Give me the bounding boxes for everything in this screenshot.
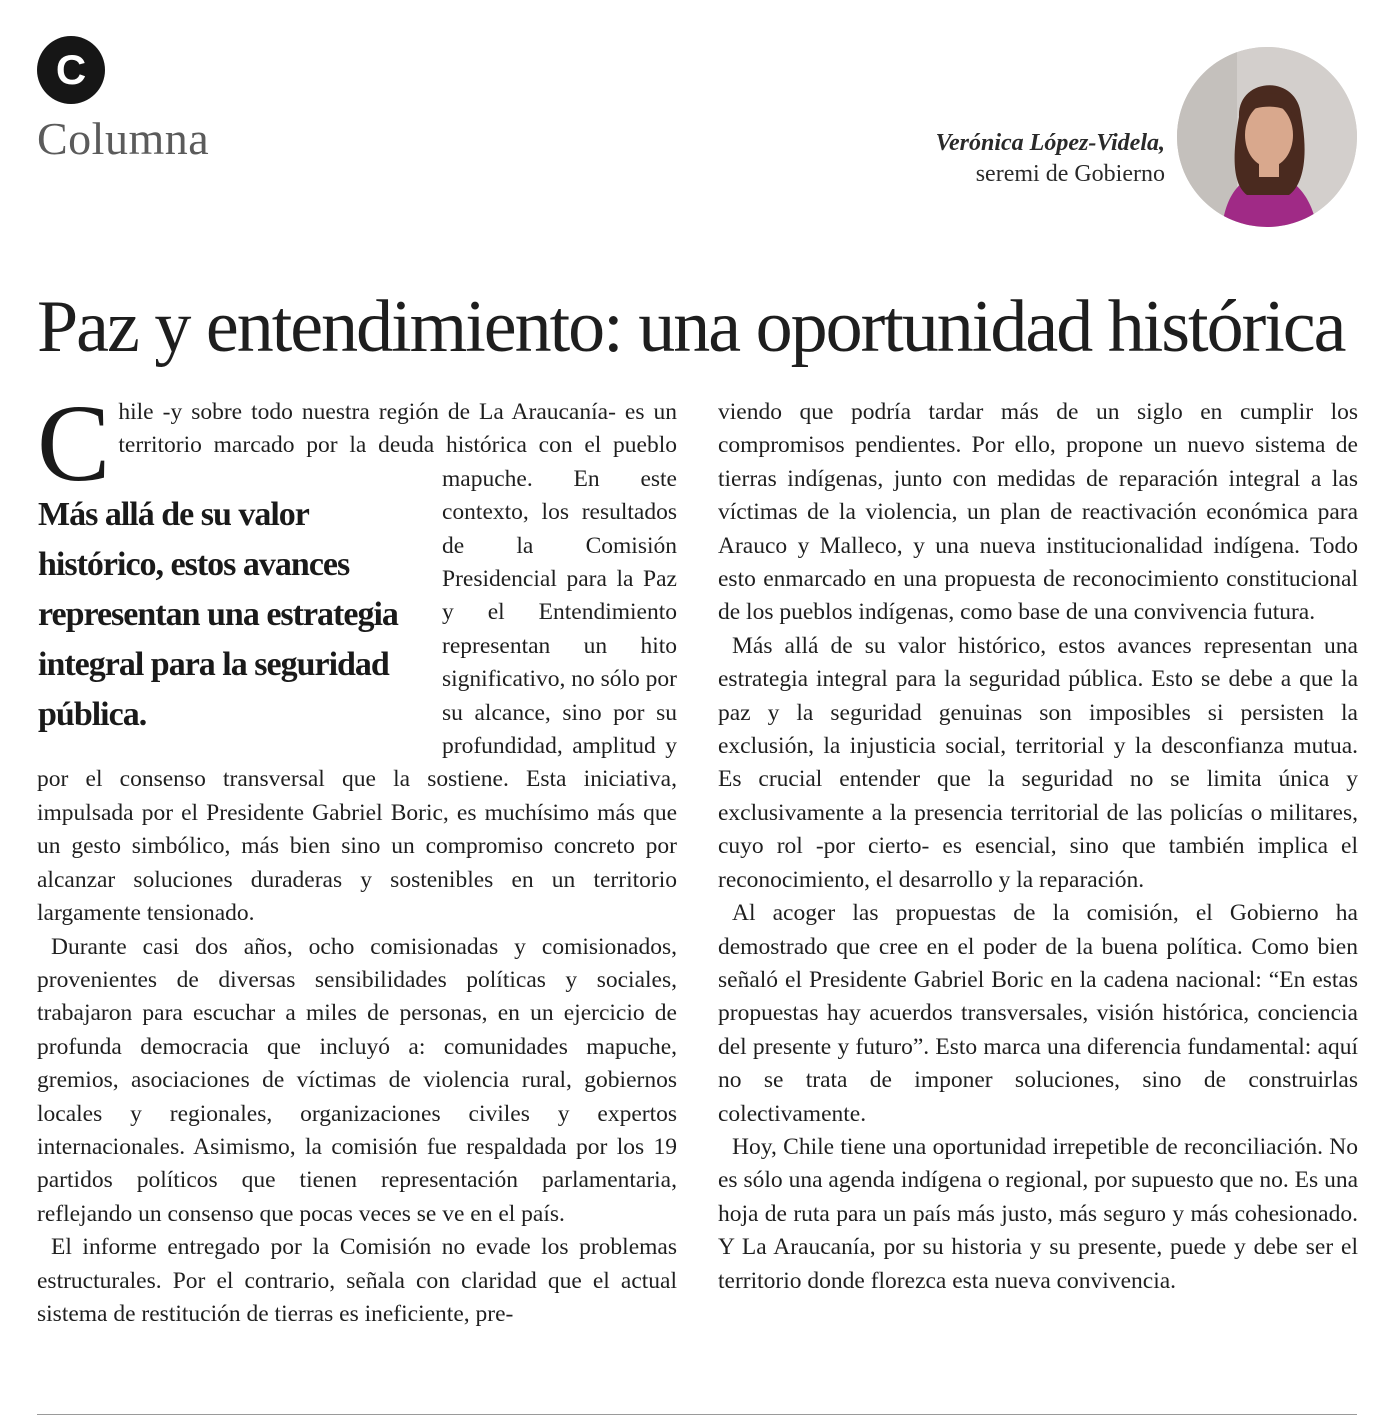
pull-quote: Más allá de su valor histórico, estos avances representan una estrategia integral para la seguridad pública. <box>38 496 398 733</box>
author-portrait-icon <box>1177 47 1357 227</box>
paragraph: Al acoger las propuestas de la comisión, el Gobierno ha demostrado que cree en el poder de la buena política. Como bien señaló el Presidente Gabriel Boric en la cadena nacional: “En estas propuestas hay acuerdos transversales, visión histórica, conciencia del presente y futuro”. Esto marca una diferencia fundamental: aquí no se trata de imponer soluciones, sino de construirlas colectivamente. <box>718 900 1358 1127</box>
paragraph: viendo que podría tardar más de un siglo en cumplir los compromisos pendientes. Por ello, propone un nuevo sistema de tierras indígenas, junto con medidas de reparación integral a las víctimas de la violencia, un plan de reactivación económica para Arauco y Malleco, y una nueva institucionalidad indígena. Todo esto enmarcado en una propuesta de reconocimiento constitucional de los pueblos indígenas, como base de una convivencia futura. <box>718 399 1358 626</box>
column-badge: C <box>37 36 105 104</box>
left-column <box>37 382 677 1331</box>
paragraph: Durante casi dos años, ocho comisionadas y comisionados, provenientes de diversas sensibilidades políticas y sociales, trabajaron para escuchar a miles de personas, en un ejercicio de profunda democracia que incluyó a: comunidades mapuche, gremios, asociaciones de víctimas de violencia rural, gobiernos locales y regionales, organizaciones civiles y expertos internacionales. Asimismo, la comisión fue respaldada por los 19 partidos políticos que tienen representación parlamentaria, reflejando un consenso que pocas veces se ve en el país. <box>37 933 677 1227</box>
bottom-rule <box>37 1414 1357 1415</box>
paragraph <box>37 382 677 931</box>
author-role: seremi de Gobierno <box>975 161 1165 187</box>
right-column <box>718 396 1358 1298</box>
paragraph: Hoy, Chile tiene una oportunidad irrepetible de reconciliación. No es sólo una agenda indígena o regional, por supuesto que no. Es una hoja de ruta para un país más justo, más seguro y más cohesionado. Y La Araucanía, por su historia y su presente, puede y debe ser el territorio donde florezca esta nueva convivencia. <box>718 1133 1358 1294</box>
portrait-illustration <box>1177 47 1357 227</box>
headline: Paz y entendimiento: una oportunidad histórica <box>37 286 1345 368</box>
section-title: Columna <box>37 113 210 164</box>
paragraph-text: hile -y sobre todo nuestra región de La Araucanía- es un territorio marcado por la deuda histórica con el pueblo mapuche. En este contexto, los resultados de la Comisión Presidencial para la Paz y el Entendimiento representan un hito significativo, no sólo por su alcance, sino por su profundidad, amplitud y por el consenso transversal que la sostiene. Esta iniciativa, impulsada por el Presidente Gabriel Boric, es muchísimo más que un gesto simbólico, más bien sino un compromiso concreto por alcanzar soluciones duraderas y sostenibles en un territorio largamente tensionado. <box>37 399 677 927</box>
paragraph: Más allá de su valor histórico, estos avances representan una estrategia integral para la seguridad pública. Esto se debe a que la paz y la seguridad genuinas son imposibles si persisten la exclusión, la injusticia social, territorial y la desconfianza mutua. Es crucial entender que la seguridad no se limita única y exclusivamente a la presencia territorial de las policías o militares, cuyo rol -por cierto- es esencial, sino que también implica el reconocimiento, el desarrollo y la reparación. <box>718 632 1358 893</box>
author-name: Verónica López-Videla, <box>935 130 1165 156</box>
paragraph: El informe entregado por la Comisión no evade los problemas estructurales. Por el contrario, señala con claridad que el actual sistema de restitución de tierras es ineficiente, pre- <box>37 1234 677 1327</box>
drop-cap: C <box>37 382 111 504</box>
byline <box>936 130 1165 188</box>
